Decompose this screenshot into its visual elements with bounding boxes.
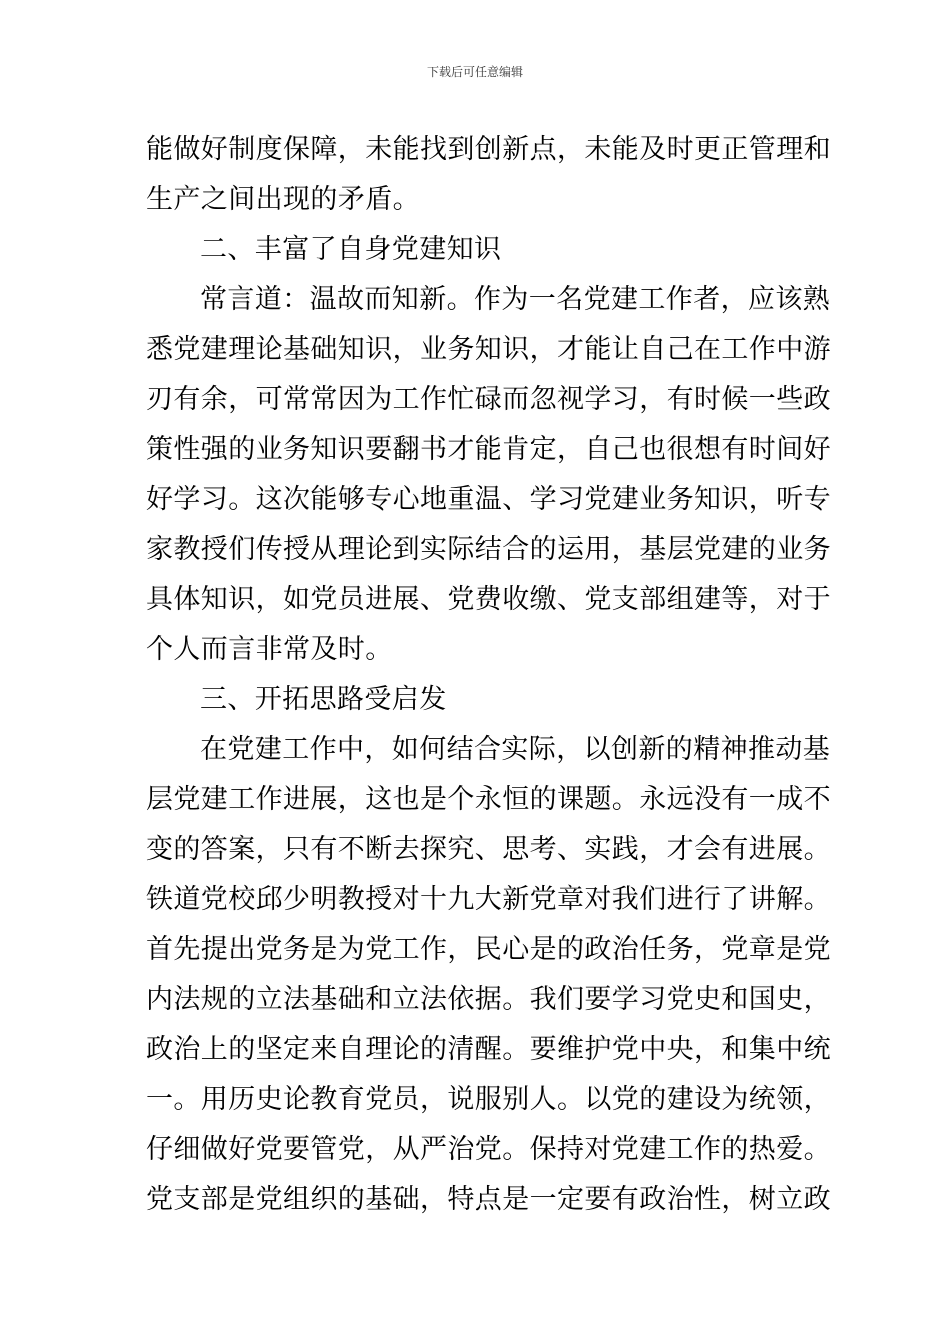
text-line: 三、开拓思路受启发	[200, 684, 447, 715]
text-line: 变的答案，只有不断去探究、思考、实践，才会有进展。	[146, 834, 831, 865]
text-line: 一。用历史论教育党员，说服别人。以党的建设为统领，	[146, 1084, 831, 1115]
text-line: 层党建工作进展，这也是个永恒的课题。永远没有一成不	[146, 784, 831, 815]
text-line: 策性强的业务知识要翻书才能肯定，自己也很想有时间好	[146, 434, 831, 465]
text-line: 悉党建理论基础知识，业务知识，才能让自己在工作中游	[146, 334, 831, 365]
text-line: 政治上的坚定来自理论的清醒。要维护党中央，和集中统	[146, 1034, 831, 1065]
text-line: 生产之间出现的矛盾。	[146, 184, 420, 215]
text-line: 好学习。这次能够专心地重温、学习党建业务知识，听专	[146, 484, 831, 515]
text-line: 在党建工作中，如何结合实际，以创新的精神推动基	[200, 734, 831, 765]
text-line: 铁道党校邱少明教授对十九大新党章对我们进行了讲解。	[146, 884, 831, 915]
text-line: 常言道：温故而知新。作为一名党建工作者，应该熟	[200, 284, 831, 315]
text-line: 家教授们传授从理论到实际结合的运用，基层党建的业务	[146, 534, 831, 565]
text-line: 具体知识，如党员进展、党费收缴、党支部组建等，对于	[146, 584, 831, 615]
text-line: 二、丰富了自身党建知识	[200, 234, 502, 265]
text-line: 刃有余，可常常因为工作忙碌而忽视学习，有时候一些政	[146, 384, 831, 415]
text-line: 能做好制度保障，未能找到创新点，未能及时更正管理和	[146, 134, 831, 165]
text-line: 党支部是党组织的基础，特点是一定要有政治性，树立政	[146, 1184, 831, 1215]
text-line: 首先提出党务是为党工作，民心是的政治任务，党章是党	[146, 934, 831, 965]
document-body	[146, 125, 831, 1225]
text-line: 仔细做好党要管党，从严治党。保持对党建工作的热爱。	[146, 1134, 831, 1165]
text-line: 内法规的立法基础和立法依据。我们要学习党史和国史，	[146, 984, 831, 1015]
text-line: 个人而言非常及时。	[146, 634, 393, 665]
page-header: 下载后可任意编辑	[426, 65, 523, 79]
